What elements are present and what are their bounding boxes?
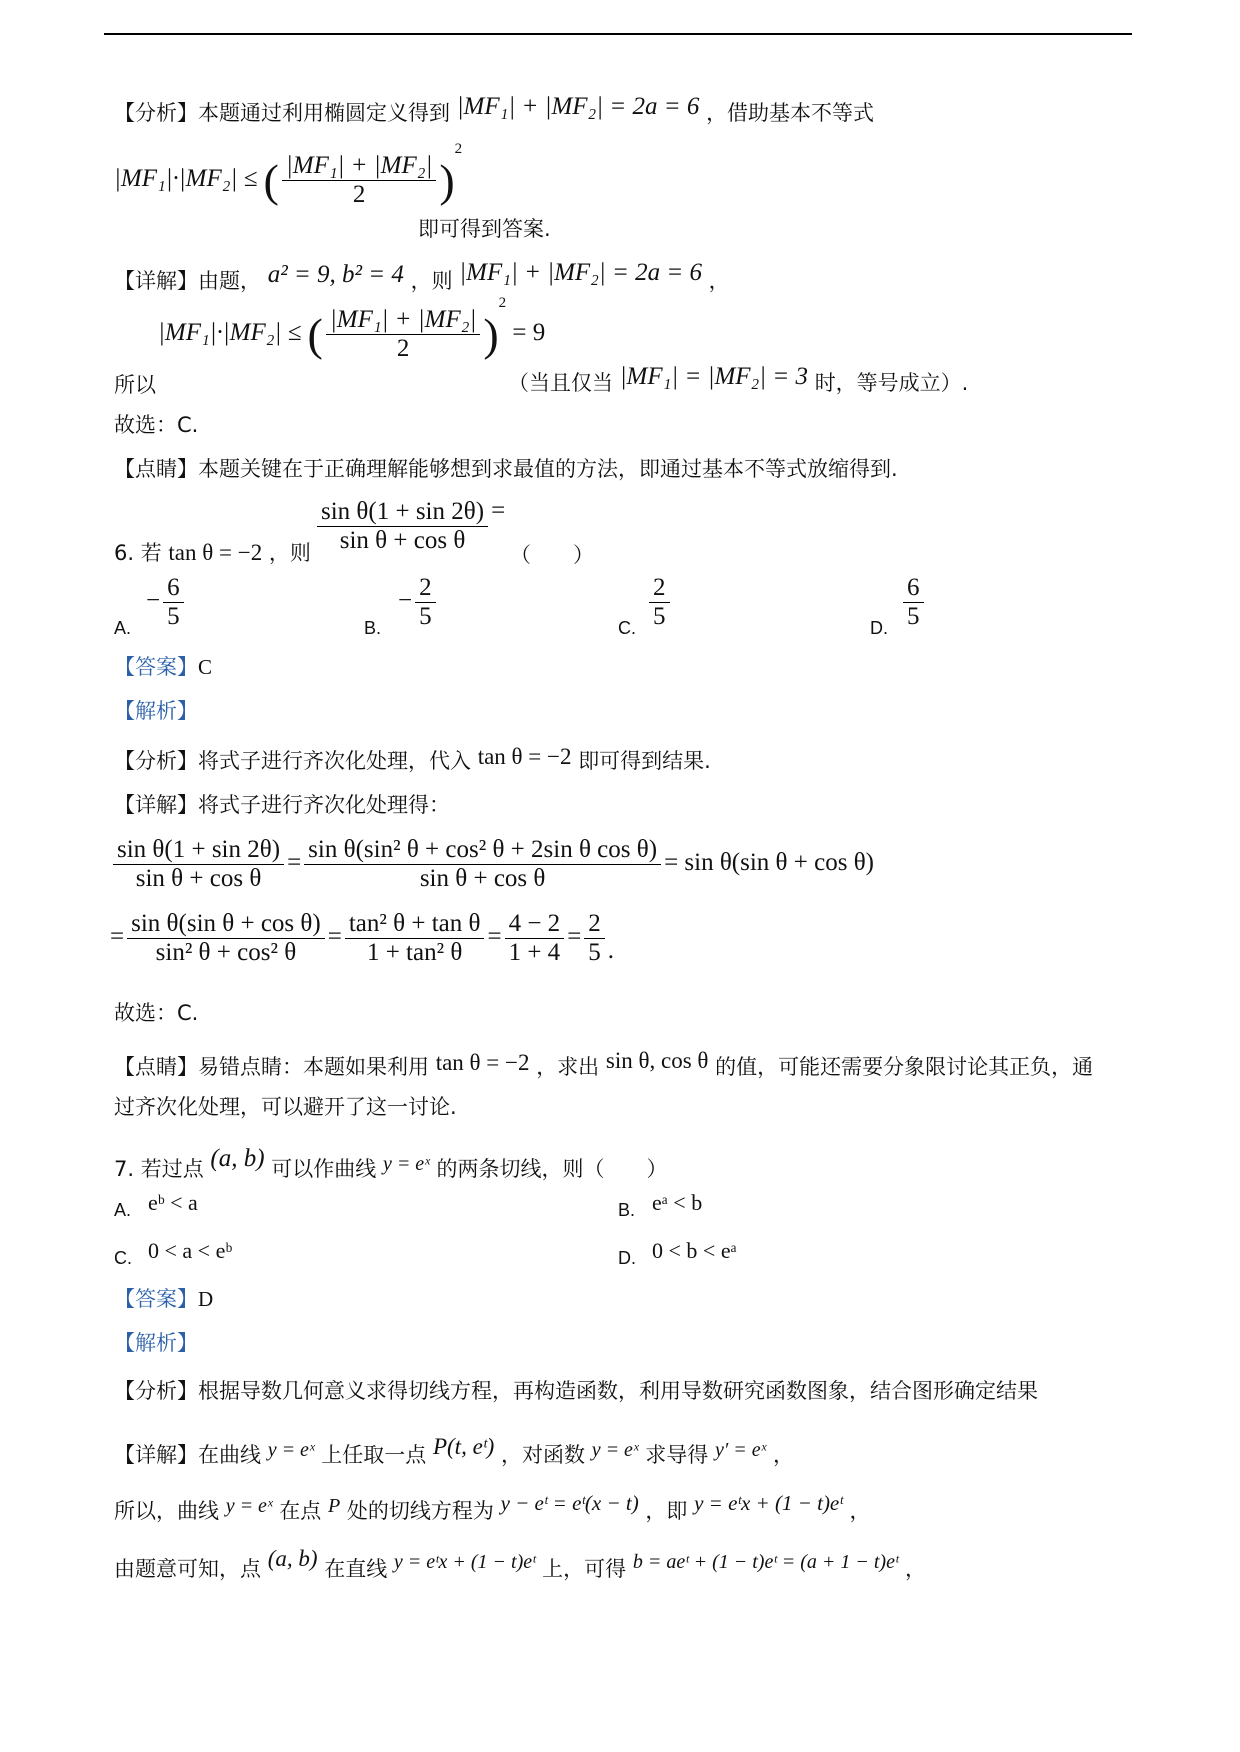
q7-option-b: eᵃ < b [652, 1190, 703, 1215]
option-d-label: D. [870, 618, 888, 638]
q7-option-b-label: B. [618, 1200, 636, 1220]
analysis-text: 【分析】本题通过利用椭圆定义得到 [114, 101, 450, 125]
q6-equals: = [491, 497, 506, 525]
inequality-lhs-2: |MF₁|·|MF₂| ≤ [158, 319, 302, 347]
q7-option-d-label: D. [618, 1248, 636, 1268]
q6-choice-line: 故选：C. [114, 1001, 199, 1025]
q6-numerator: sin θ(1 + sin 2θ) [321, 498, 485, 525]
option-c-label: C. [618, 618, 636, 638]
q6-detail-line: 【详解】将式子进行齐次化处理得： [114, 793, 450, 817]
condition-tail: 时，等号成立）. [814, 371, 969, 395]
q7-answer-line: 【答案】D [114, 1287, 214, 1311]
ellipse-sum-formula: |MF₁| + |MF₂| = 2a = 6 [456, 93, 700, 120]
answer-tag: 【答案】 [114, 655, 198, 679]
derivation-row-1: $\frac{\text{sin θ(1 + sin 2θ)}}{\text{sin θ + cos θ}}$ = $\frac{\text{sin θ(sin² θ + cos² θ + 2sin θ cos θ)}}{\text{sin θ + cos θ}}$ = sin θ(sin θ + cos θ) [110, 836, 874, 893]
fraction-denominator: 2 [282, 180, 436, 209]
then-text: ，则 [268, 541, 311, 565]
option-c-value: $\frac{2}{5}$ [646, 574, 673, 631]
choice-line: 故选：C. [114, 413, 199, 437]
detail-text-then: ，则 [410, 269, 453, 293]
question-7-line: 7. 若过点 (a, b) 可以作曲线 y = eˣ 的两条切线，则（ ） [114, 1145, 668, 1181]
derivation-row-2: = $\frac{\text{sin θ(sin θ + cos θ)}}{\text{sin² θ + cos² θ}}$ = $\frac{\text{tan² θ + tan θ}}{\text{1 + tan² θ}}$ = $\frac{4 - 2}{1 + 4}$ = $\frac{2}{5}$ . [110, 910, 615, 966]
inequality-lhs: |MF₁|·|MF₂| ≤ [114, 165, 258, 193]
exponent-2: 2 [498, 294, 507, 311]
detail-text: 【详解】由题， [114, 269, 261, 293]
ab-values: a² = 9, b² = 4 [267, 261, 404, 288]
comma: ， [708, 269, 730, 293]
remark-line: 【点睛】本题关键在于正确理解能够想到求最值的方法，即通过基本不等式放缩得到. [114, 457, 898, 481]
q6-explanation-tag: 【解析】 [114, 699, 198, 723]
tan-value: tan θ = −2 [477, 744, 572, 769]
analysis-text-tail: ，借助基本不等式 [706, 101, 875, 125]
q7-option-d: 0 < b < eᵃ [652, 1238, 737, 1263]
q7-detail-line-1: 【详解】在曲线 y = eˣ 上任取一点 P(t, eᵗ) ，对函数 y = eˣ 求导得 y′ = eˣ ， [114, 1434, 794, 1467]
answer-value: C [198, 655, 213, 679]
option-a-value: − $\frac{6}{5}$ [146, 574, 187, 631]
q6-denominator: sin θ + cos θ [317, 526, 488, 555]
q7-explanation-tag: 【解析】 [114, 1331, 198, 1355]
ellipse-sum-formula-2: |MF₁| + |MF₂| = 2a = 6 [459, 259, 702, 286]
q6-answer-line [114, 654, 212, 680]
equality-condition [508, 363, 969, 396]
q6-remark-line-2: 过齐次化处理，可以避开了这一讨论. [114, 1095, 457, 1119]
question-6-number: 6. 若 [114, 541, 162, 565]
condition-formula: |MF₁| = |MF₂| = 3 [619, 363, 808, 390]
fraction-denominator-2: 2 [326, 334, 480, 363]
curve-y-ex: y = eˣ [382, 1153, 430, 1175]
condition-text: （当且仅当 [508, 371, 613, 395]
analysis-line-1 [114, 93, 875, 126]
option-d-value: $\frac{6}{5}$ [900, 574, 927, 631]
inequality-block-2: |MF₁|·|MF₂| ≤ ( $\frac{\text{|MF₁| + |MF₂|}}{2}$ )$^2$ = 9 [158, 294, 546, 362]
q6-remark-line-1: 【点睛】易错点睛：本题如果利用 tan θ = −2 ，求出 sin θ, cos θ 的值，可能还需要分象限讨论其正负，通 [114, 1048, 1094, 1079]
tan-condition: tan θ = −2 [168, 540, 263, 565]
question-6-prefix [114, 540, 311, 566]
question-6-expression [314, 498, 505, 555]
q7-option-a: eᵇ < a [148, 1190, 198, 1215]
top-rule [104, 33, 1132, 35]
question-6-blank: （ ） [510, 543, 594, 567]
inequality-block-1: |MF₁|·|MF₂| ≤ ( $\frac{\text{|MF₁| + |MF₂|}}{2}$ )$^2$ [114, 140, 463, 208]
q7-option-a-label: A. [114, 1200, 132, 1220]
q7-detail-line-2: 所以，曲线 y = eˣ 在点 P 处的切线方程为 y − eᵗ = eᵗ(x − t) ，即 y = eᵗx + (1 − t)eᵗ ， [114, 1491, 871, 1523]
point-ab: (a, b) [210, 1145, 265, 1172]
option-b-value: − $\frac{2}{5}$ [398, 574, 439, 631]
q6-analysis-line: 【分析】将式子进行齐次化处理，代入 tan θ = −2 即可得到结果. [114, 744, 711, 773]
q7-answer-value: D [198, 1287, 214, 1311]
fraction-numerator-2: |MF₁| + |MF₂| [329, 306, 477, 333]
q7-analysis-line: 【分析】根据导数几何意义求得切线方程，再构造函数，利用导数研究函数图象，结合图形确定结果 [114, 1379, 1038, 1403]
detail-line-1 [114, 259, 730, 294]
exponent: 2 [454, 140, 463, 157]
q7-detail-line-3: 由题意可知，点 (a, b) 在直线 y = eᵗx + (1 − t)eᵗ 上，可得 b = aeᵗ + (1 − t)eᵗ = (a + 1 − t)eᵗ ， [114, 1546, 926, 1581]
fraction-numerator: |MF₁| + |MF₂| [285, 152, 433, 179]
so-label: 所以 [114, 373, 156, 397]
q7-option-c-label: C. [114, 1248, 132, 1268]
option-b-label: B. [364, 618, 382, 638]
option-a-label: A. [114, 618, 132, 638]
q7-option-c: 0 < a < eᵇ [148, 1238, 233, 1263]
conclusion-text: 即可得到答案. [418, 217, 551, 241]
inequality-result: = 9 [512, 319, 546, 347]
